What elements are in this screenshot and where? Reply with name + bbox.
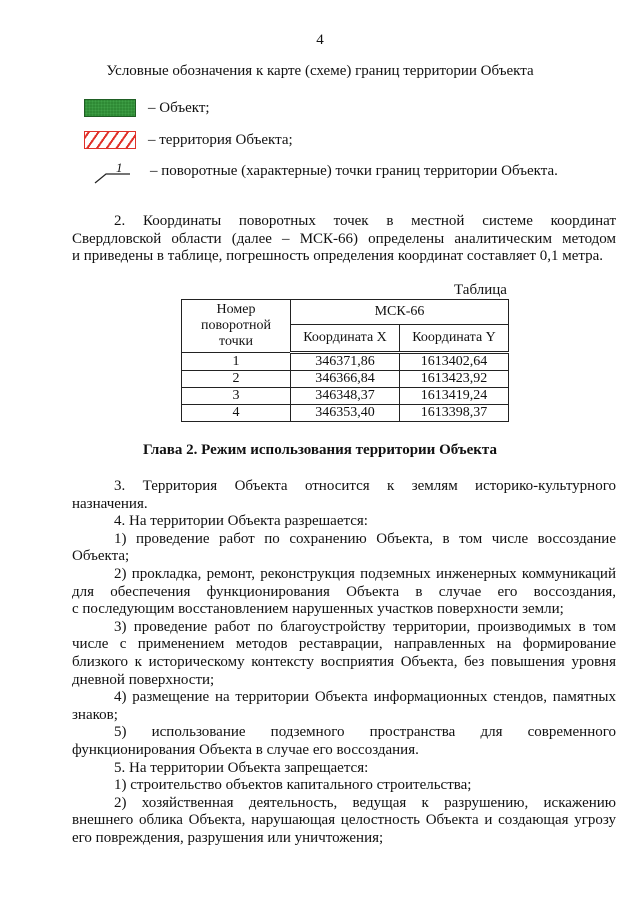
legend-item-territory (84, 131, 293, 149)
paragraph-line: с последующим восстановлением нарушенных участков поверхности земли; (72, 601, 564, 618)
red-hatch-icon (84, 131, 136, 149)
paragraph-line: 5. На территории Объекта запрещается: (114, 759, 369, 776)
legend-label: – территория Объекта; (148, 131, 293, 148)
legend-label: – Объект; (148, 99, 210, 116)
cell-y: 1613398,37 (400, 405, 509, 422)
paragraph-line: 3) проведение работ по благоустройству территории, производимых в том (114, 618, 616, 635)
paragraph-2 (72, 213, 616, 266)
table-caption: Таблица (454, 282, 507, 298)
cell-x: 346366,84 (291, 371, 400, 388)
paragraph-line: его повреждения, разрушения или уничтожения; (72, 829, 384, 846)
table-row (182, 405, 509, 422)
paragraph-line: для обеспечения функционирования Объекта в случае его воссоздания, (72, 583, 616, 600)
paragraph-line: Свердловской области (далее – МСК-66) определены аналитическим методом (72, 230, 616, 247)
table-row (182, 353, 509, 371)
cell-y: 1613423,92 (400, 371, 509, 388)
page-number: 4 (316, 32, 324, 48)
paragraph-line: 1) проведение работ по сохранению Объекта, в том числе воссоздание (114, 530, 616, 547)
header-system: МСК-66 (291, 300, 509, 325)
header-line: Номер (216, 302, 256, 317)
paragraph-line: 5) использование подземного пространства для современного (114, 724, 616, 741)
cell-n: 3 (182, 388, 291, 405)
paragraph-line: 2) прокладка, ремонт, реконструкция подземных инженерных коммуникаций (114, 565, 616, 582)
header-line: точки (219, 334, 253, 349)
turning-point-icon (84, 160, 138, 182)
paragraph-line: 4) размещение на территории Объекта информационных стендов, памятных (114, 689, 616, 706)
green-fill-icon (84, 99, 136, 117)
cell-n: 2 (182, 371, 291, 388)
table-row (182, 388, 509, 405)
paragraph-line: назначения. (72, 495, 148, 512)
paragraph-line: 3. Территория Объекта относится к землям историко-культурного (114, 478, 616, 494)
paragraph-line: внешнего облика Объекта, нарушающая целостность Объекта и создающая угрозу (72, 812, 616, 829)
header-point-number (182, 300, 291, 353)
paragraph-line: знаков; (72, 706, 118, 723)
paragraph-line: 4. На территории Объекта разрешается: (114, 513, 368, 530)
paragraph-line: функционирования Объекта в случае его воссоздания. (72, 741, 419, 758)
header-line: поворотной (201, 318, 271, 333)
cell-x: 346371,86 (291, 353, 400, 371)
legend-item-object (84, 99, 210, 117)
header-y: Координата Y (400, 325, 509, 353)
body-text (72, 478, 616, 847)
chapter-title: Глава 2. Режим использования территории Объекта (143, 442, 497, 458)
cell-x: 346348,37 (291, 388, 400, 405)
header-x: Координата X (291, 325, 400, 353)
paragraph-line: 1) строительство объектов капитального строительства; (114, 777, 472, 794)
cell-y: 1613402,64 (400, 353, 509, 371)
point-number: 1 (116, 160, 123, 175)
coordinates-table (181, 299, 509, 422)
legend-title: Условные обозначения к карте (схеме) границ территории Объекта (106, 63, 534, 79)
paragraph-line: числе с применением методов реставрации, направленных на формирование (72, 636, 616, 653)
table-row (182, 371, 509, 388)
cell-n: 1 (182, 353, 291, 371)
cell-x: 346353,40 (291, 405, 400, 422)
paragraph-line: 2) хозяйственная деятельность, ведущая к разрушению, искажению (114, 794, 616, 811)
cell-y: 1613419,24 (400, 388, 509, 405)
legend-item-points (84, 160, 558, 182)
paragraph-line: близкого к историческому контексту восприятия Объекта, без повышения уровня (72, 653, 616, 670)
paragraph-line: и приведены в таблице, погрешность определения координат составляет 0,1 метра. (72, 248, 604, 265)
paragraph-line: дневной поверхности; (72, 671, 215, 688)
legend-label: – поворотные (характерные) точки границ территории Объекта. (150, 162, 558, 179)
paragraph-line: Объекта; (72, 548, 130, 565)
paragraph-line: 2. Координаты поворотных точек в местной системе координат (114, 213, 616, 229)
cell-n: 4 (182, 405, 291, 422)
